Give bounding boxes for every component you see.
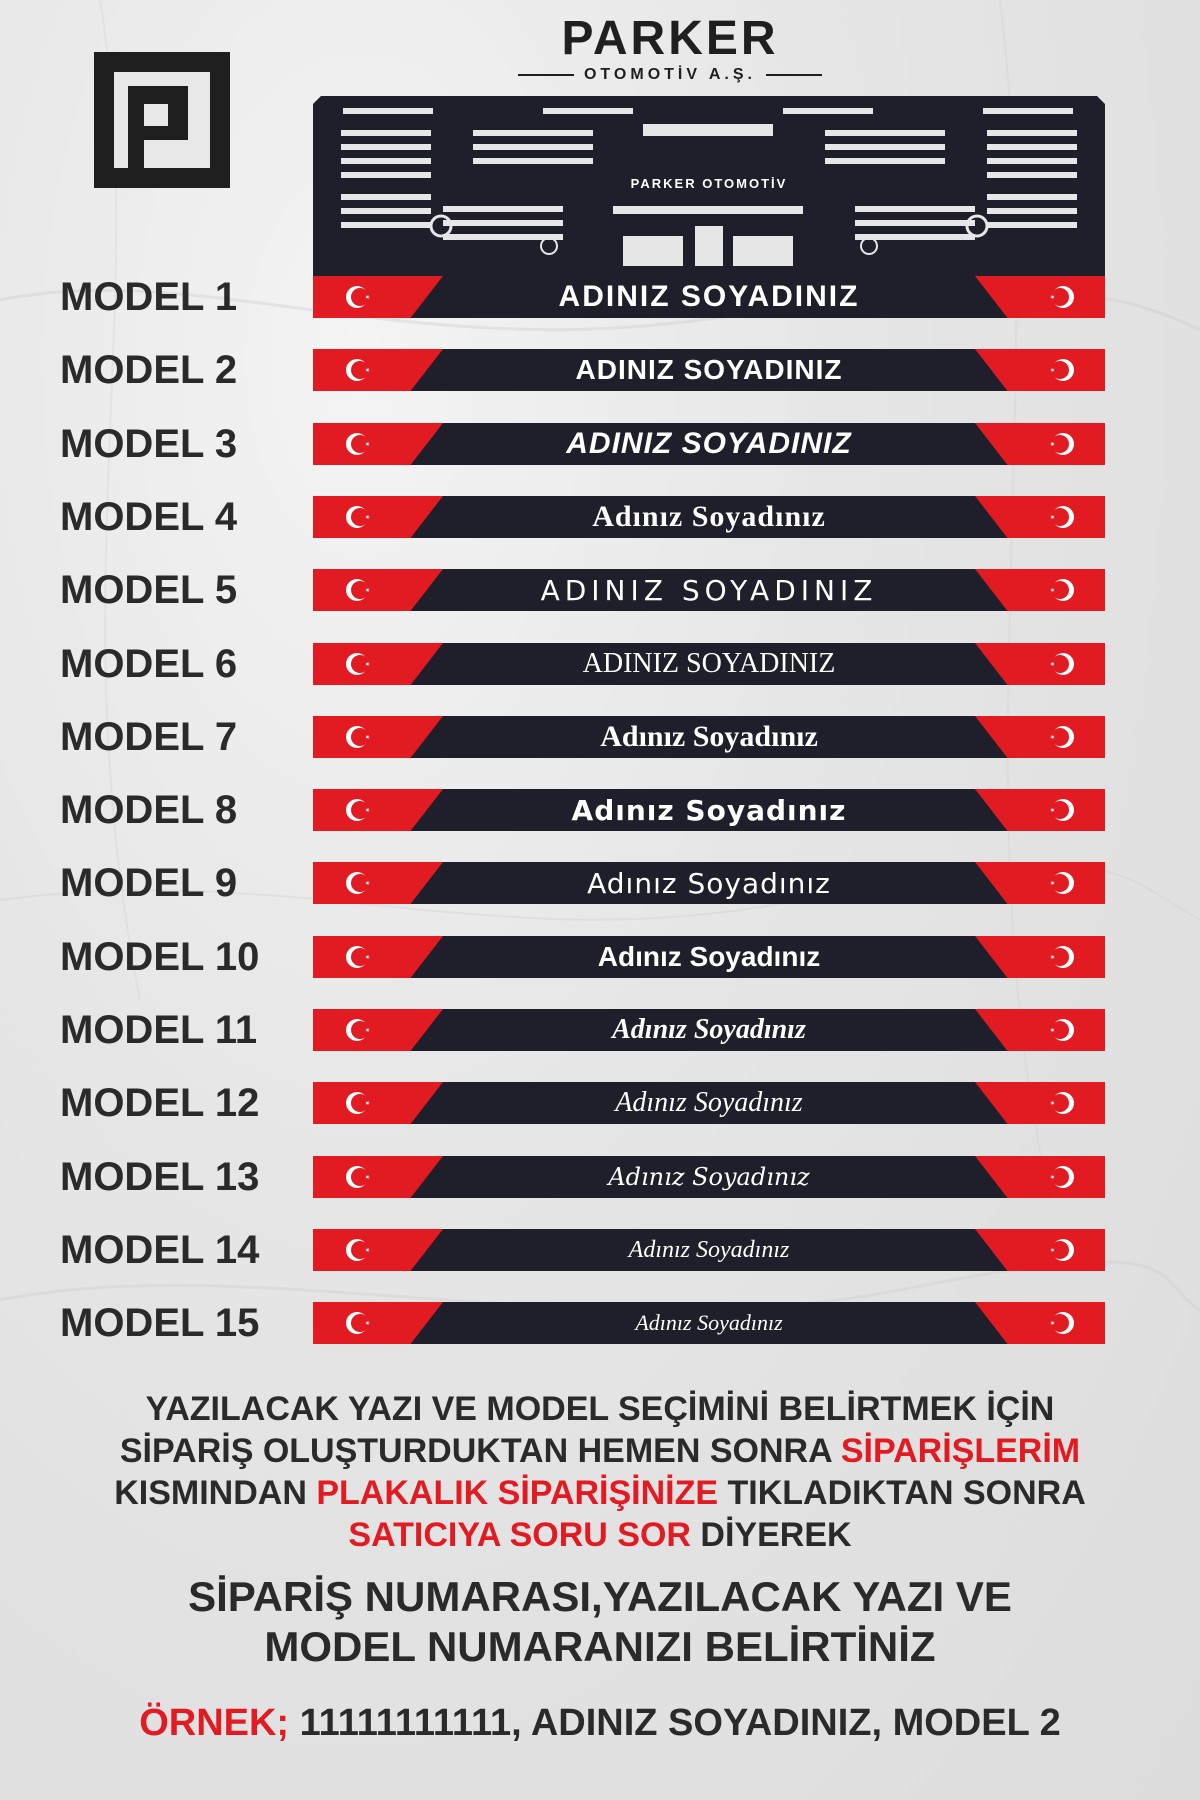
plate-strip [313, 862, 1105, 904]
model-label: MODEL 11 [60, 1008, 258, 1052]
red-band-left [313, 1229, 443, 1271]
turkish-flag-icon [1043, 354, 1077, 386]
turkish-flag-icon [1043, 574, 1077, 606]
model-label: MODEL 14 [60, 1228, 260, 1272]
turkish-flag-icon [1043, 281, 1077, 313]
turkish-flag-icon [343, 1307, 377, 1339]
turkish-flag-icon [1043, 867, 1077, 899]
turkish-flag-icon [343, 1161, 377, 1193]
turkish-flag-icon [343, 648, 377, 680]
plate-strip [313, 276, 1105, 318]
red-band-right [975, 349, 1105, 391]
red-band-right [975, 789, 1105, 831]
plate-name-text: ADINIZ SOYADINIZ [575, 354, 843, 385]
instructions-emphasis [30, 1572, 1170, 1672]
divider [518, 74, 574, 76]
turkish-flag-icon [343, 1014, 377, 1046]
model-label: MODEL 10 [60, 935, 260, 979]
red-band-left [313, 936, 443, 978]
model-label: MODEL 4 [60, 495, 238, 539]
red-band-right [975, 276, 1105, 318]
plate-strip [313, 349, 1105, 391]
instruction-highlight: SATICIYA SORU SOR [348, 1516, 691, 1554]
plate-name-text: Adınız Soyadınız [600, 720, 818, 753]
turkish-flag-icon [1043, 1234, 1077, 1266]
plate-strip [313, 569, 1105, 611]
red-band-right [975, 496, 1105, 538]
brand-subtitle: OTOMOTİV A.Ş. [583, 66, 756, 83]
model-label: MODEL 15 [60, 1301, 260, 1345]
plate-strip [313, 1009, 1105, 1051]
plate-name-text: Adınız Soyadınız [592, 500, 826, 533]
divider [766, 74, 822, 76]
plate-name-text: Adınız Soyadınız [571, 793, 847, 827]
turkish-flag-icon [343, 867, 377, 899]
plate-strip [313, 423, 1105, 465]
red-band-right [975, 569, 1105, 611]
red-band-right [975, 1156, 1105, 1198]
instruction-line [30, 1430, 1170, 1472]
plate-name-text: Adınız Soyadınız [587, 866, 831, 900]
red-band-left [313, 1082, 443, 1124]
instruction-line [30, 1514, 1170, 1556]
red-band-right [975, 1302, 1105, 1344]
emphasis-line: SİPARİŞ NUMARASI,YAZILACAK YAZI VE [188, 1573, 1012, 1620]
plate-strip [313, 496, 1105, 538]
turkish-flag-icon [343, 281, 377, 313]
red-band-right [975, 862, 1105, 904]
red-band-left [313, 349, 443, 391]
turkish-flag-icon [343, 794, 377, 826]
red-band-left [313, 1009, 443, 1051]
model-label: MODEL 9 [60, 861, 238, 905]
red-band-left [313, 643, 443, 685]
model-label: MODEL 12 [60, 1081, 260, 1125]
turkish-flag-icon [1043, 1014, 1077, 1046]
red-band-left [313, 496, 443, 538]
plate-strip [313, 1229, 1105, 1271]
brand-subtitle-row [470, 66, 870, 84]
red-band-left [313, 1156, 443, 1198]
turkish-flag-icon [343, 501, 377, 533]
parker-logo-icon [94, 52, 230, 188]
brand-header [470, 12, 870, 84]
red-band-left [313, 423, 443, 465]
turkish-flag-icon [1043, 1307, 1077, 1339]
plate-name-text: Adınız Soyadınız [612, 1014, 806, 1045]
turkish-flag-icon [343, 1087, 377, 1119]
instruction-text: KISMINDAN [114, 1474, 317, 1512]
instructions [30, 1388, 1170, 1556]
model-label: MODEL 13 [60, 1155, 260, 1199]
red-band-left [313, 716, 443, 758]
emphasis-line: MODEL NUMARANIZI BELİRTİNİZ [264, 1623, 936, 1670]
turkish-flag-icon [1043, 648, 1077, 680]
plate-name-text: ADINIZ SOYADINIZ [582, 648, 836, 679]
plate-name-text: Adınız Soyadınız [635, 1310, 783, 1335]
turkish-flag-icon [1043, 1161, 1077, 1193]
plate-name-text: ADINIZ SOYADINIZ [558, 280, 860, 313]
plate-name-text: ADINIZ SOYADINIZ [566, 427, 852, 460]
plate-strip [313, 789, 1105, 831]
instruction-text: TIKLADIKTAN SONRA [718, 1474, 1086, 1512]
red-band-right [975, 1229, 1105, 1271]
model-label: MODEL 3 [60, 422, 238, 466]
red-band-right [975, 1082, 1105, 1124]
model-label: MODEL 7 [60, 715, 238, 759]
model-label: MODEL 5 [60, 568, 238, 612]
example-text: 11111111111, ADINIZ SOYADINIZ, MODEL 2 [289, 1702, 1061, 1744]
plate-name-text: ADINIZ SOYADINIZ [540, 573, 878, 607]
turkish-flag-icon [343, 721, 377, 753]
brand-name: PARKER [561, 12, 779, 65]
model-label: MODEL 6 [60, 642, 238, 686]
turkish-flag-icon [343, 574, 377, 606]
plate-name-text: Adınız Soyadınız [628, 1236, 790, 1263]
instruction-line [30, 1472, 1170, 1514]
turkish-flag-icon [343, 1234, 377, 1266]
turkish-flag-icon [1043, 794, 1077, 826]
turkish-flag-icon [1043, 941, 1077, 973]
plate-strip [313, 643, 1105, 685]
turkish-flag-icon [1043, 721, 1077, 753]
model-label: MODEL 2 [60, 348, 238, 392]
red-band-right [975, 936, 1105, 978]
plate-frame-image [313, 96, 1105, 286]
model-label: MODEL 8 [60, 788, 238, 832]
turkish-flag-icon [1043, 428, 1077, 460]
plate-name-text: Adınız Soyadınız [615, 1087, 803, 1118]
red-band-left [313, 569, 443, 611]
turkish-flag-icon [343, 428, 377, 460]
red-band-right [975, 423, 1105, 465]
turkish-flag-icon [1043, 501, 1077, 533]
red-band-right [975, 716, 1105, 758]
turkish-flag-icon [1043, 1087, 1077, 1119]
red-band-left [313, 1302, 443, 1344]
plate-name-text: Adınız Soyadınız [608, 1163, 810, 1191]
frame-label: PARKER OTOMOTİV [630, 176, 788, 191]
red-band-left [313, 862, 443, 904]
instruction-line: YAZILACAK YAZI VE MODEL SEÇİMİNİ BELİRTMEK İÇİN [145, 1390, 1055, 1428]
plate-name-text: Adınız Soyadınız [597, 941, 821, 972]
red-band-left [313, 276, 443, 318]
instruction-text: SİPARİŞ OLUŞTURDUKTAN HEMEN SONRA [119, 1432, 841, 1470]
plate-strip [313, 936, 1105, 978]
instruction-highlight: PLAKALIK SİPARİŞİNİZE [316, 1474, 719, 1512]
plate-strip [313, 716, 1105, 758]
plate-strip [313, 1156, 1105, 1198]
turkish-flag-icon [343, 354, 377, 386]
model-label: MODEL 1 [60, 275, 238, 319]
example-line [30, 1702, 1170, 1745]
red-band-right [975, 1009, 1105, 1051]
plate-strip [313, 1302, 1105, 1344]
example-label: ÖRNEK; [139, 1702, 290, 1744]
red-band-right [975, 643, 1105, 685]
turkish-flag-icon [343, 941, 377, 973]
instruction-text: DİYEREK [690, 1516, 852, 1554]
plate-strip [313, 1082, 1105, 1124]
red-band-left [313, 789, 443, 831]
instruction-highlight: SİPARİŞLERİM [840, 1432, 1081, 1470]
